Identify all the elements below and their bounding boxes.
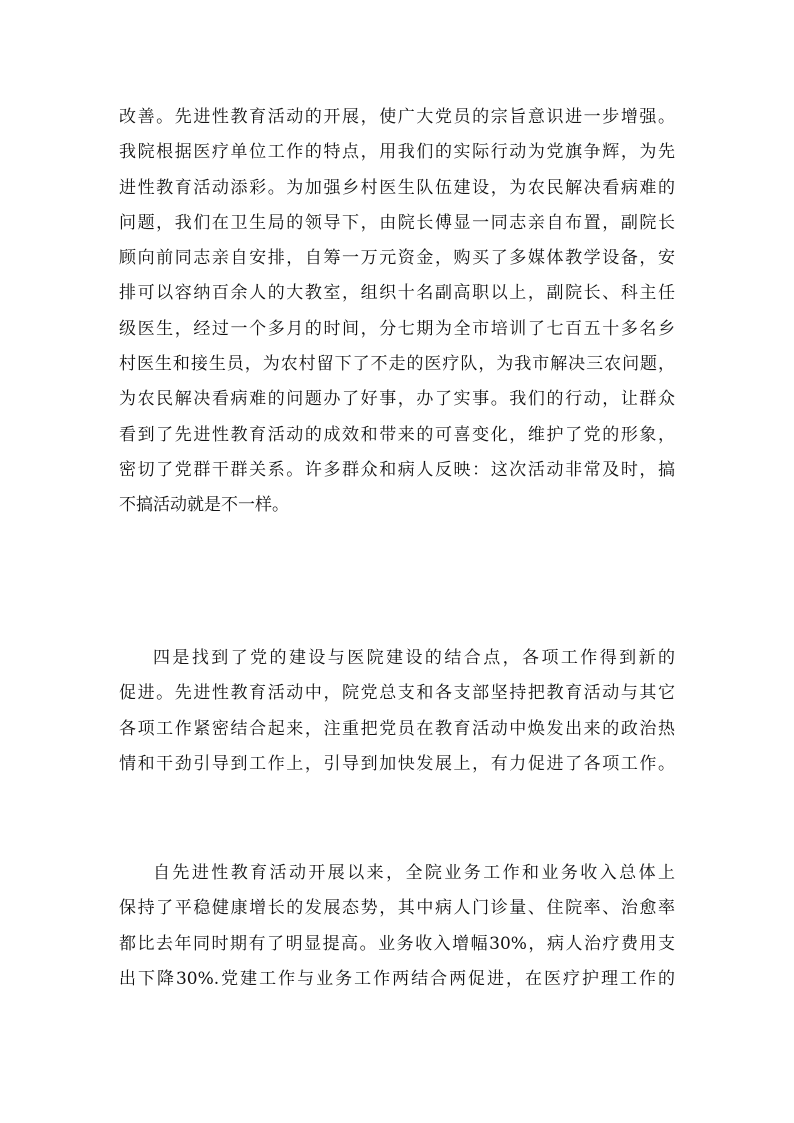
text-line: 看到了先进性教育活动的成效和带来的可喜变化，维护了党的形象， [119,424,675,445]
text-line: 情和干劲引导到工作上，引导到加快发展上，有力促进了各项工作。 [119,753,675,774]
text-line: 促进。先进性教育活动中，院党总支和各支部坚持把教育活动与其它 [119,683,675,704]
text-line: 不搞活动就是不一样。 [119,495,289,516]
text-line: 问题，我们在卫生局的领导下，由院长傅显一同志亲自布置，副院长 [119,212,675,233]
paragraph-hospital-activities [119,100,675,524]
text-line: 我院根据医疗单位工作的特点，用我们的实际行动为党旗争辉，为先 [119,142,675,163]
text-line: 出下降30%.党建工作与业务工作两结合两促进，在医疗护理工作的 [119,968,675,989]
text-line: 为农民解决看病难的问题办了好事，办了实事。我们的行动，让群众 [119,389,675,410]
text-line: 都比去年同时期有了明显提高。业务收入增幅30%，病人治疗费用支 [119,933,675,954]
text-line: 保持了平稳健康增长的发展态势，其中病人门诊量、住院率、治愈率 [119,898,675,919]
text-line: 村医生和接生员，为农村留下了不走的医疗队，为我市解决三农问题， [119,354,675,375]
text-line: 顾向前同志亲自安排，自筹一万元资金，购买了多媒体教学设备，安 [119,248,675,269]
text-line: 各项工作紧密结合起来，注重把党员在教育活动中焕发出来的政治热 [119,718,675,739]
text-line: 排可以容纳百余人的大教室，组织十名副高职以上，副院长、科主任 [119,283,675,304]
text-line: 改善。先进性教育活动的开展，使广大党员的宗旨意识进一步增强。 [119,107,675,127]
text-line: 密切了党群干群关系。许多群众和病人反映：这次活动非常及时，搞 [119,459,675,480]
text-line: 自先进性教育活动开展以来，全院业务工作和业务收入总体上 [153,863,675,883]
text-line: 级医生，经过一个多月的时间，分七期为全市培训了七百五十多名乡 [119,318,675,339]
text-line: 四是找到了党的建设与医院建设的结合点，各项工作得到新的 [153,648,675,668]
paragraph-business-growth [119,856,675,997]
paragraph-point-four [119,641,675,782]
text-line: 进性教育活动添彩。为加强乡村医生队伍建设，为农民解决看病难的 [119,177,675,198]
